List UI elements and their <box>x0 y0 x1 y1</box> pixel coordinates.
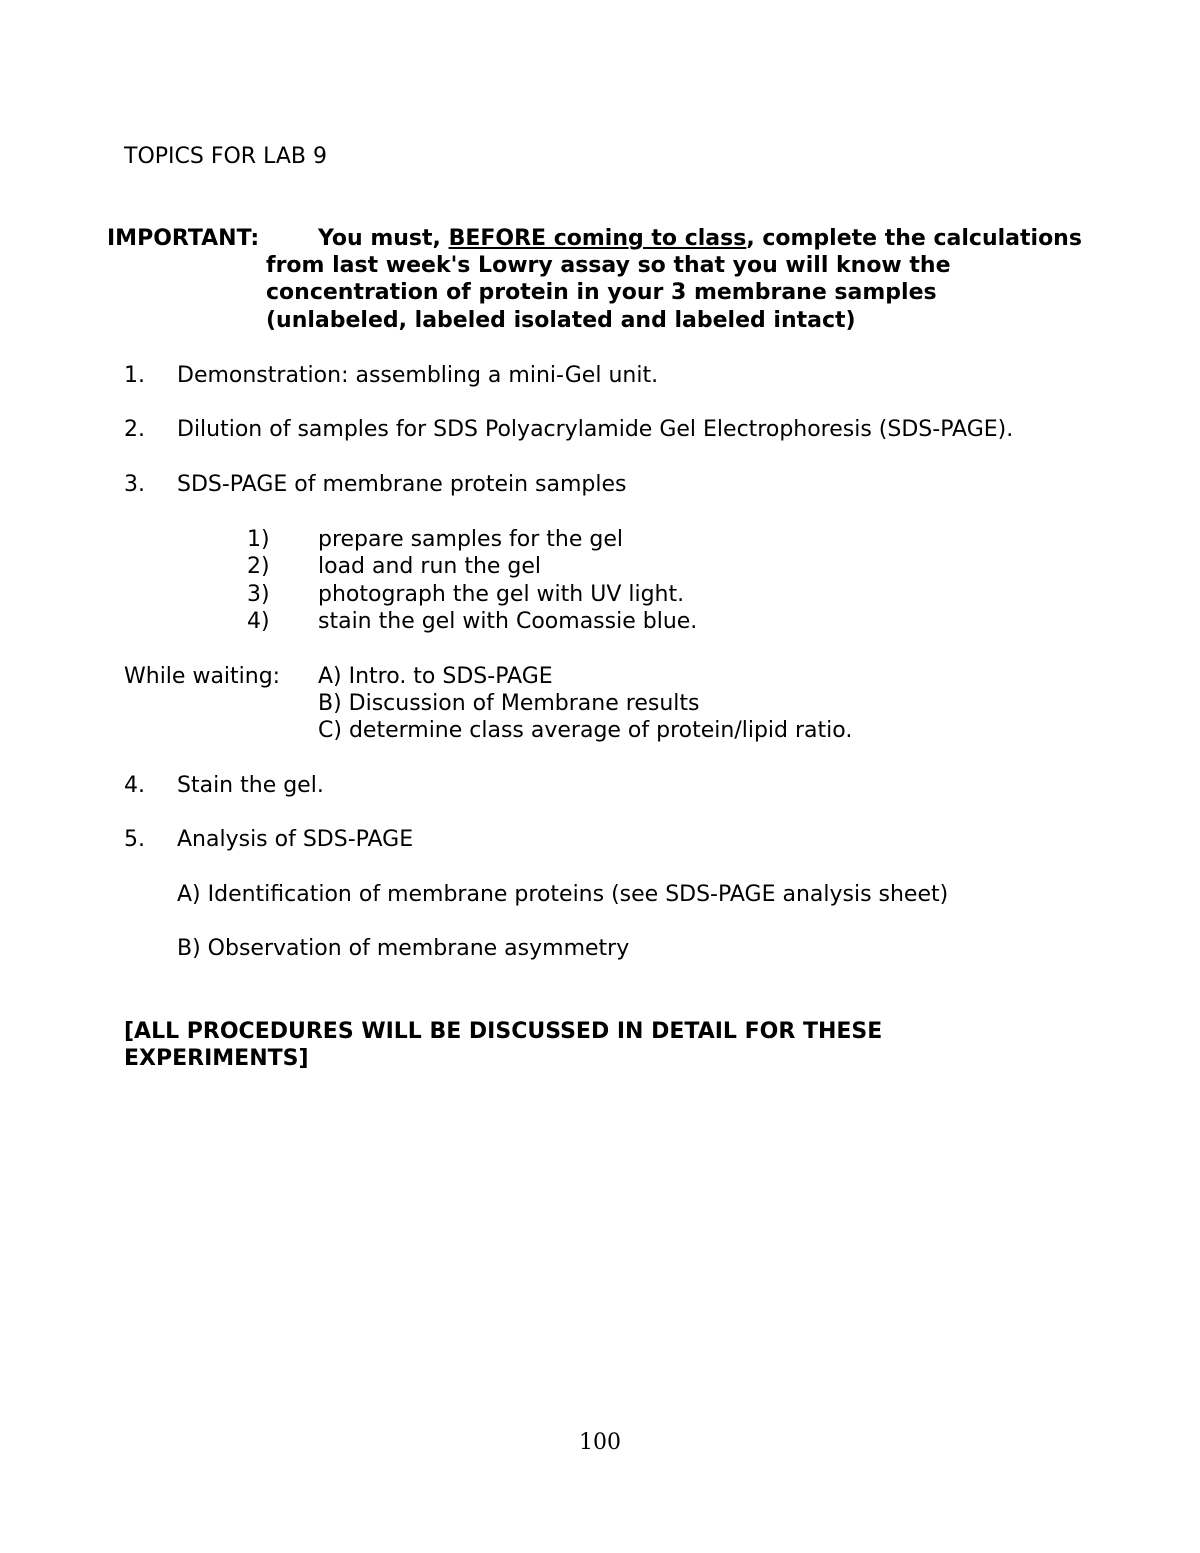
subitem-text: load and run the gel <box>318 554 542 579</box>
item-text: Stain the gel. <box>177 773 324 798</box>
subitem-number: 4) <box>247 609 270 634</box>
item-number: 1. <box>124 363 145 388</box>
important-line-2: from last week's Lowry assay so that you will know the <box>266 253 951 278</box>
item-number: 4. <box>124 773 145 798</box>
analysis-line: A) Identification of membrane proteins (see SDS-PAGE analysis sheet) <box>177 882 949 907</box>
subitem-text: prepare samples for the gel <box>318 527 623 552</box>
subitem-text: photograph the gel with UV light. <box>318 582 685 607</box>
item-text: Demonstration: assembling a mini-Gel unit. <box>177 363 659 388</box>
item-text: SDS-PAGE of membrane protein samples <box>177 472 627 497</box>
subitem-number: 1) <box>247 527 270 552</box>
subitem-number: 3) <box>247 582 270 607</box>
waiting-line: C) determine class average of protein/lipid ratio. <box>318 718 853 743</box>
subitem-number: 2) <box>247 554 270 579</box>
important-underlined: BEFORE coming to class <box>448 226 747 251</box>
important-line-3: concentration of protein in your 3 membrane samples <box>266 280 937 305</box>
important-post: , complete the calculations <box>746 226 1082 251</box>
important-pre: You must, <box>318 226 449 251</box>
waiting-line: B) Discussion of Membrane results <box>318 691 700 716</box>
while-waiting-label: While waiting: <box>124 664 281 689</box>
item-number: 3. <box>124 472 145 497</box>
page-title: TOPICS FOR LAB 9 <box>124 144 327 169</box>
important-label: IMPORTANT: <box>107 226 260 251</box>
important-line-1 <box>318 225 1082 252</box>
waiting-line: A) Intro. to SDS-PAGE <box>318 664 553 689</box>
analysis-line: B) Observation of membrane asymmetry <box>177 936 630 961</box>
item-number: 2. <box>124 417 145 442</box>
important-line-4: (unlabeled, labeled isolated and labeled intact) <box>266 308 856 333</box>
procedures-note-line-2: EXPERIMENTS] <box>124 1046 309 1071</box>
item-text: Dilution of samples for SDS Polyacrylamide Gel Electrophoresis (SDS-PAGE). <box>177 417 1014 442</box>
item-number: 5. <box>124 827 145 852</box>
item-text: Analysis of SDS-PAGE <box>177 827 414 852</box>
procedures-note-line-1: [ALL PROCEDURES WILL BE DISCUSSED IN DETAIL FOR THESE <box>124 1019 883 1044</box>
subitem-text: stain the gel with Coomassie blue. <box>318 609 698 634</box>
page-number: 100 <box>579 1430 621 1455</box>
